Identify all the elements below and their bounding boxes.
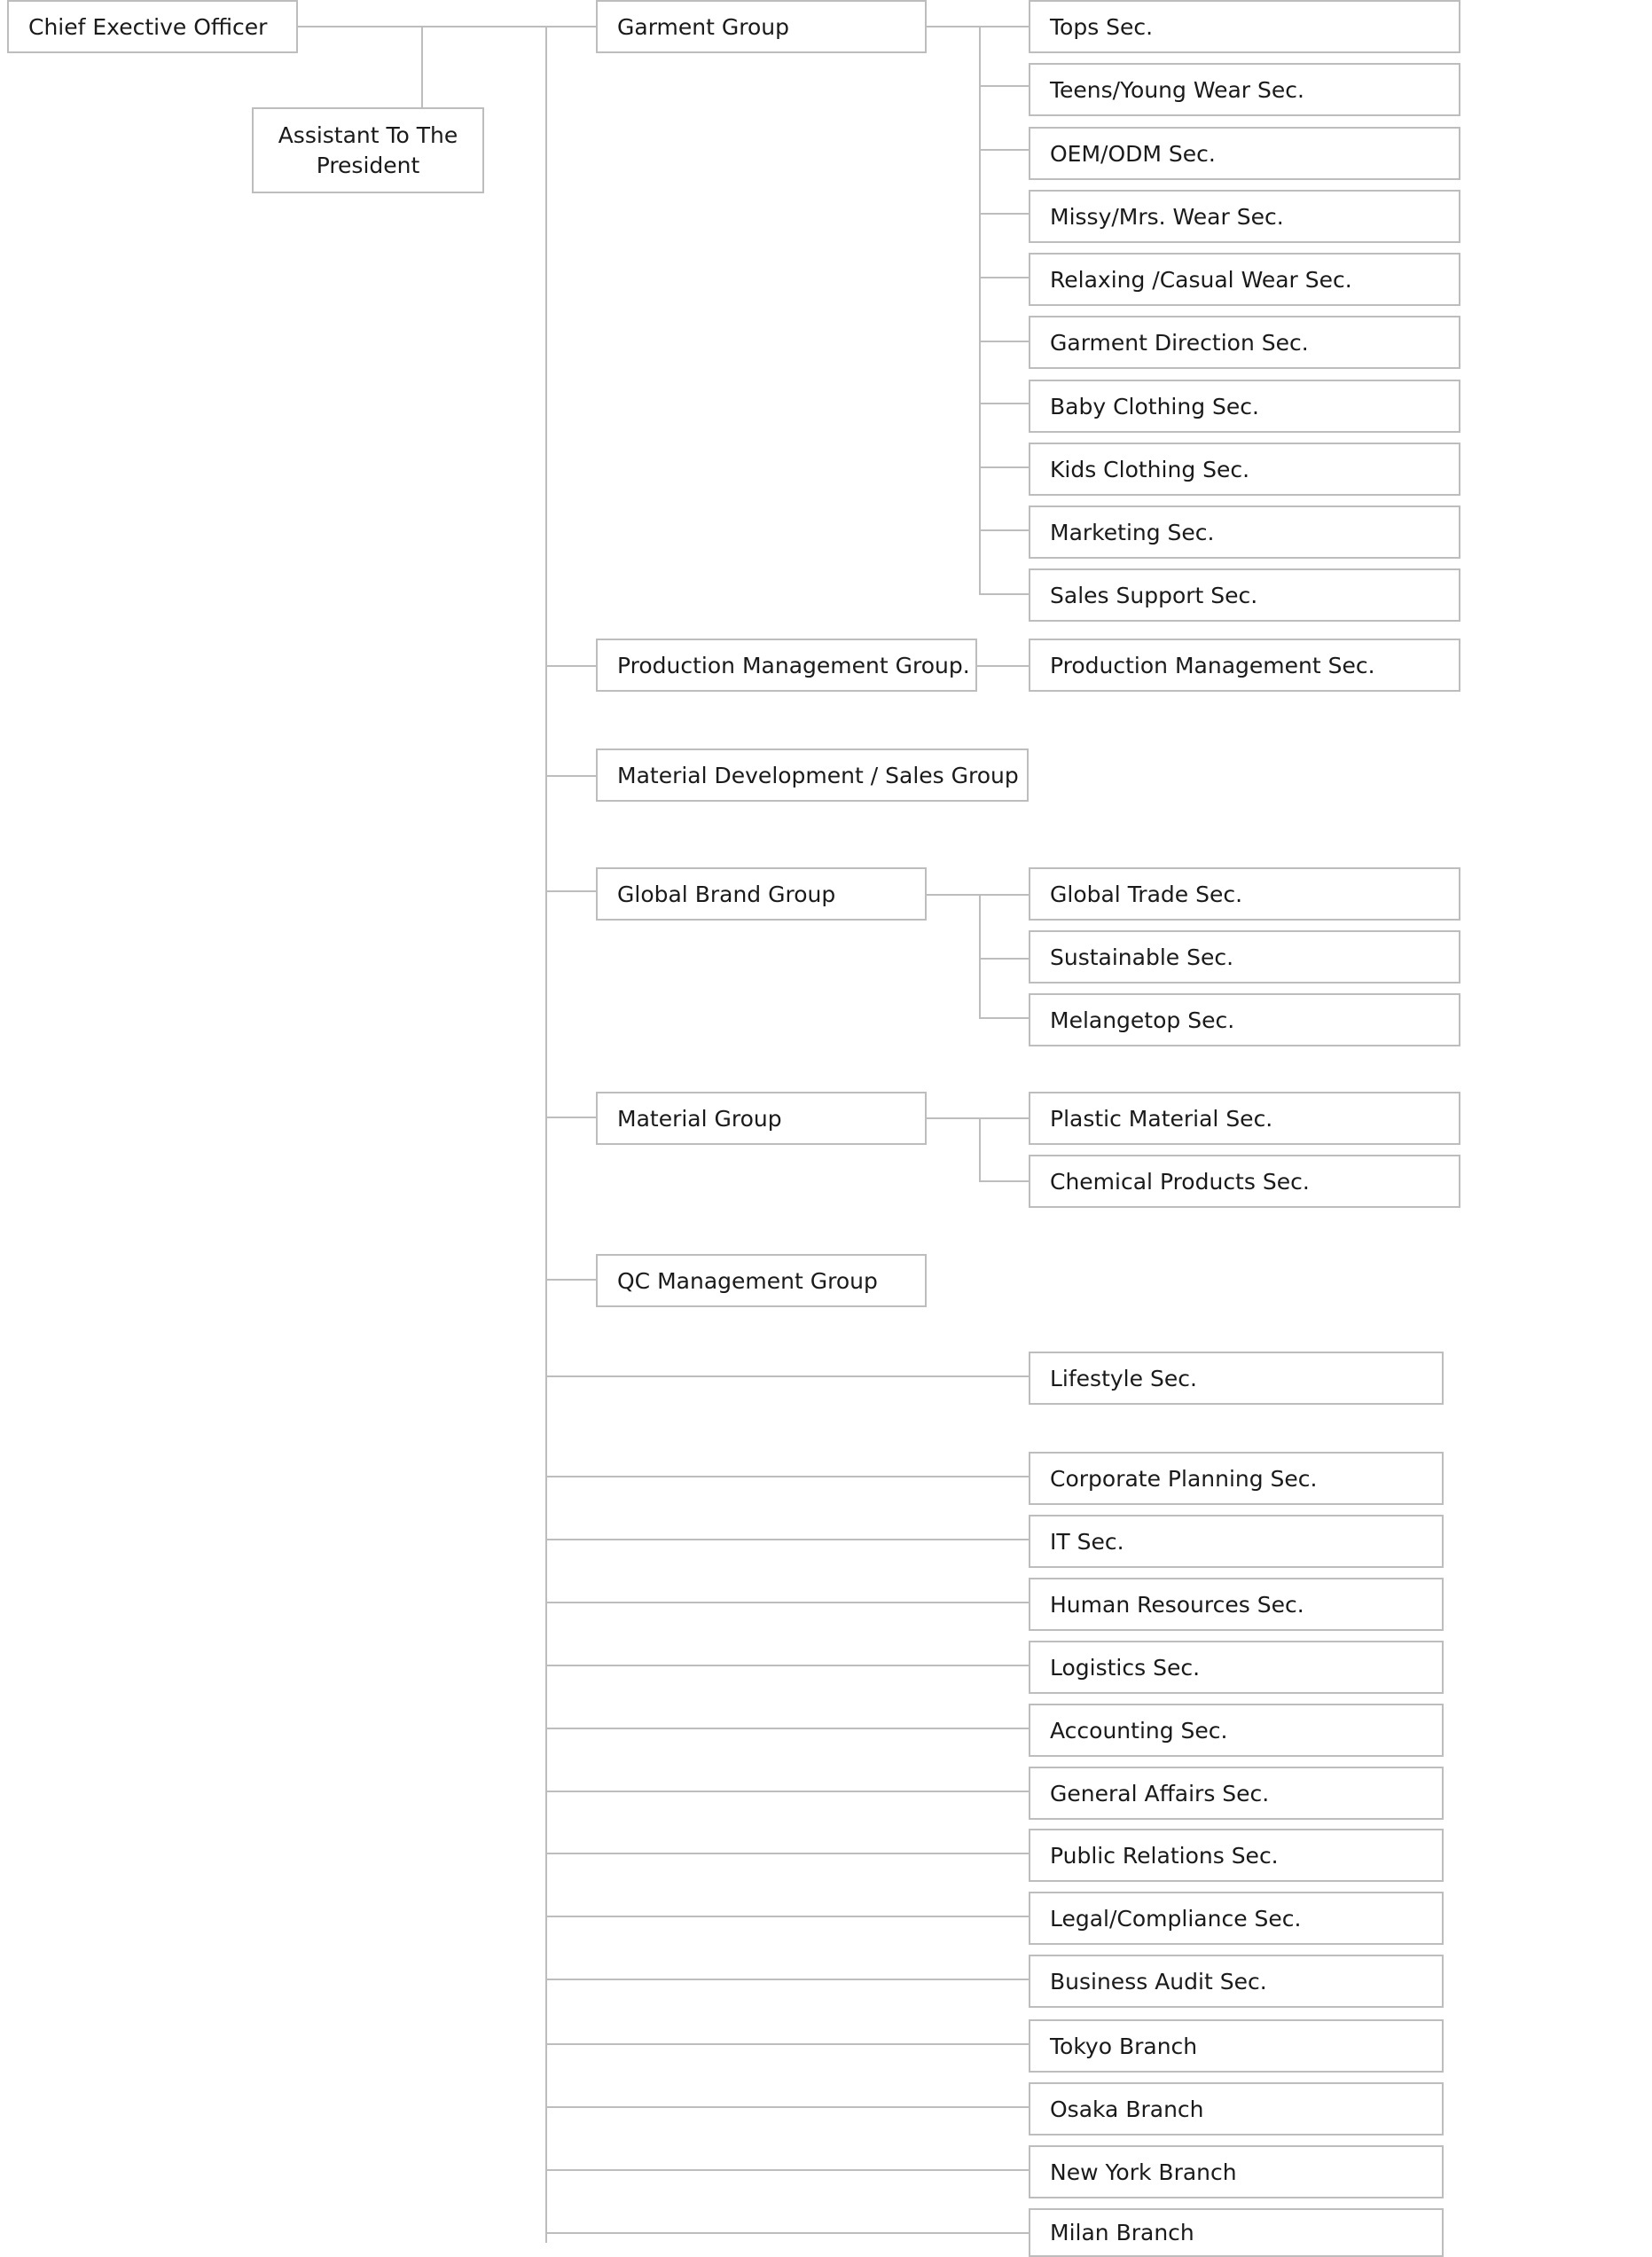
- section-label: OEM/ODM Sec.: [1050, 140, 1216, 167]
- connector: [979, 149, 1029, 151]
- section-box: [1029, 505, 1460, 559]
- group-label: Material Group: [617, 1105, 782, 1132]
- direct-section-box: [1029, 1452, 1444, 1505]
- direct-section-box: [1029, 2019, 1444, 2073]
- direct-section-box: [1029, 2145, 1444, 2198]
- section-label: Osaka Branch: [1050, 2096, 1204, 2122]
- section-box: [1029, 568, 1460, 622]
- section-label: Marketing Sec.: [1050, 519, 1215, 545]
- section-box: [1029, 639, 1460, 692]
- section-label: Baby Clothing Sec.: [1050, 393, 1259, 419]
- connector: [545, 2106, 1029, 2108]
- group-global-brand: [596, 867, 927, 921]
- connector: [545, 1602, 1029, 1603]
- connector: [545, 1665, 1029, 1666]
- section-label: IT Sec.: [1050, 1528, 1124, 1555]
- group-label: Garment Group: [617, 13, 789, 40]
- section-box: [1029, 190, 1460, 243]
- connector: [545, 1117, 596, 1118]
- section-label: Corporate Planning Sec.: [1050, 1465, 1318, 1492]
- connector: [979, 1117, 981, 1181]
- section-box: [1029, 316, 1460, 369]
- direct-section-box: [1029, 1892, 1444, 1945]
- group-label: Global Brand Group: [617, 881, 836, 907]
- direct-section-box: [1029, 2082, 1444, 2136]
- section-box: [1029, 1155, 1460, 1208]
- group-label: Material Development / Sales Group: [617, 762, 1019, 788]
- connector: [545, 890, 596, 892]
- connector: [545, 1728, 1029, 1729]
- section-label: Chemical Products Sec.: [1050, 1168, 1310, 1195]
- section-box: [1029, 930, 1460, 984]
- connector: [545, 775, 596, 777]
- section-box: [1029, 253, 1460, 306]
- section-label: Tokyo Branch: [1050, 2033, 1198, 2059]
- section-label: Production Management Sec.: [1050, 652, 1375, 678]
- connector: [298, 26, 596, 27]
- section-label: Sustainable Sec.: [1050, 944, 1234, 970]
- section-box: [1029, 0, 1460, 53]
- section-label: Kids Clothing Sec.: [1050, 456, 1250, 482]
- group-material-development: [596, 748, 1029, 802]
- connector: [979, 403, 1029, 404]
- section-label: General Affairs Sec.: [1050, 1780, 1270, 1806]
- connector: [979, 894, 981, 1018]
- connector: [979, 277, 1029, 278]
- section-label: Business Audit Sec.: [1050, 1968, 1267, 1994]
- direct-section-box: [1029, 1829, 1444, 1882]
- section-label: Public Relations Sec.: [1050, 1842, 1279, 1869]
- connector: [545, 1853, 1029, 1854]
- section-label: Logistics Sec.: [1050, 1654, 1201, 1681]
- connector: [545, 1979, 1029, 1980]
- connector: [927, 894, 980, 896]
- connector: [927, 26, 980, 27]
- section-label: Relaxing /Casual Wear Sec.: [1050, 266, 1352, 293]
- section-label: New York Branch: [1050, 2159, 1237, 2185]
- connector: [979, 958, 1029, 960]
- group-material: [596, 1092, 927, 1145]
- connector: [979, 466, 1029, 468]
- section-box: [1029, 127, 1460, 180]
- section-box: [1029, 993, 1460, 1046]
- connector: [545, 1375, 1029, 1377]
- section-box: [1029, 380, 1460, 433]
- direct-section-box: [1029, 1955, 1444, 2008]
- section-label: Global Trade Sec.: [1050, 881, 1243, 907]
- main-trunk: [545, 26, 547, 2243]
- connector: [545, 1916, 1029, 1917]
- connector: [979, 1180, 1029, 1182]
- connector: [545, 1476, 1029, 1477]
- connector: [979, 593, 1029, 595]
- section-label: Garment Direction Sec.: [1050, 329, 1309, 356]
- direct-section-box: [1029, 1767, 1444, 1820]
- assistant-box: [252, 107, 484, 193]
- group-production-management: [596, 639, 977, 692]
- direct-section-box: [1029, 1352, 1444, 1405]
- direct-section-box: [1029, 1704, 1444, 1757]
- connector: [979, 26, 981, 594]
- assistant-label: Assistant To The President: [278, 121, 458, 178]
- section-label: Sales Support Sec.: [1050, 582, 1258, 608]
- section-label: Teens/Young Wear Sec.: [1050, 76, 1304, 103]
- connector: [545, 1791, 1029, 1792]
- connector: [545, 2043, 1029, 2045]
- section-label: Plastic Material Sec.: [1050, 1105, 1273, 1132]
- ceo-box: [7, 0, 298, 53]
- section-label: Melangetop Sec.: [1050, 1007, 1235, 1033]
- section-label: Lifestyle Sec.: [1050, 1365, 1197, 1391]
- section-box: [1029, 867, 1460, 921]
- section-box: [1029, 443, 1460, 496]
- connector: [545, 2169, 1029, 2171]
- connector: [979, 1017, 1029, 1019]
- connector: [545, 1539, 1029, 1540]
- connector: [421, 26, 423, 107]
- section-box: [1029, 63, 1460, 116]
- section-label: Accounting Sec.: [1050, 1717, 1228, 1744]
- section-label: Milan Branch: [1050, 2220, 1194, 2245]
- direct-section-box: [1029, 2208, 1444, 2257]
- connector: [545, 2232, 1029, 2234]
- section-label: Human Resources Sec.: [1050, 1591, 1304, 1618]
- connector: [979, 26, 1029, 27]
- group-label: QC Management Group: [617, 1267, 878, 1294]
- connector: [979, 213, 1029, 215]
- connector: [979, 529, 1029, 531]
- group-qc-management: [596, 1254, 927, 1307]
- connector: [927, 1117, 980, 1119]
- direct-section-box: [1029, 1641, 1444, 1694]
- section-label: Legal/Compliance Sec.: [1050, 1905, 1302, 1932]
- ceo-label: Chief Exective Officer: [28, 13, 268, 40]
- connector: [979, 85, 1029, 87]
- section-label: Tops Sec.: [1050, 13, 1154, 40]
- connector: [979, 894, 1029, 896]
- section-box: [1029, 1092, 1460, 1145]
- connector: [979, 341, 1029, 342]
- connector: [977, 665, 1029, 667]
- direct-section-box: [1029, 1515, 1444, 1568]
- group-garment: [596, 0, 927, 53]
- connector: [979, 1117, 1029, 1119]
- connector: [545, 1279, 596, 1281]
- section-label: Missy/Mrs. Wear Sec.: [1050, 203, 1284, 230]
- connector: [545, 665, 596, 667]
- group-label: Production Management Group.: [617, 652, 970, 678]
- direct-section-box: [1029, 1578, 1444, 1631]
